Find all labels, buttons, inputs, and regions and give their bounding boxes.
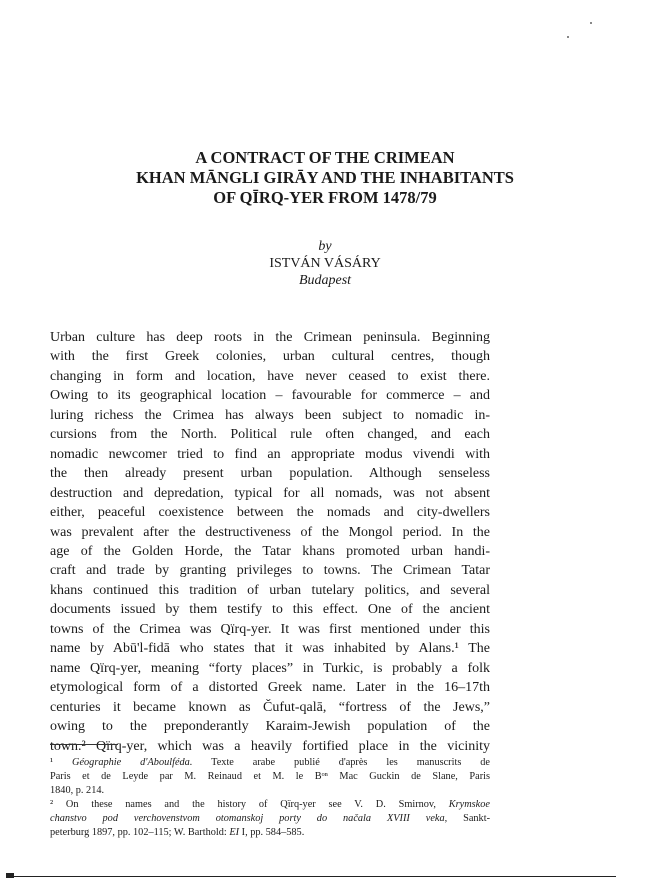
footnote-2-text: I, pp. 584–585. — [241, 827, 305, 838]
footnote-1-line: Paris et de Leyde par M. Reinaud et M. le Bᵒⁿ Mac Guckin de Slane, Paris — [50, 771, 490, 782]
body-line: khans continued this tradition of urban tutelary politics, and several — [50, 582, 490, 598]
title-line-2: KHAN MĀNGLI GIRĀY AND THE INHABITANTS — [136, 168, 514, 187]
scan-speck — [567, 36, 569, 38]
body-line: Owing to its geographical location – favourable for commerce – and — [50, 388, 490, 404]
body-line: age of the Golden Horde, the Tatar khans promoted urban handi- — [50, 543, 490, 559]
footnote-1-title: Géographie d'Aboulféda. — [72, 757, 193, 768]
footnote-1-text: Texte arabe publié d'après les manuscrits de — [211, 757, 490, 768]
body-line: changing in form and location, have never ceased to exist there. — [50, 368, 490, 384]
footnote-2-italic: chanstvo pod verchovenstvom otomanskoj porty do načala XVIII veka, — [50, 813, 448, 824]
body-line: towns of the Crimea was Qïrq-yer. It was first mentioned under this — [50, 621, 490, 637]
body-line: destruction and depredation, typical for all nomads, was not absent — [50, 485, 490, 501]
body-line: name by Abū'l-fidā who states that it was inhabited by Alans.¹ The — [50, 641, 490, 657]
body-line: owing to the preponderantly Karaim-Jewish population of the — [50, 719, 490, 735]
body-line: cursions from the North. Political rule often changed, and each — [50, 427, 490, 443]
body-line: documents issued by them testify to this effect. One of the ancient — [50, 602, 490, 618]
footnote-1-line: 1840, p. 214. — [50, 785, 105, 796]
body-line: craft and trade by granting privileges to towns. The Crimean Tatar — [50, 563, 490, 579]
footnote-2-italic: EI — [229, 827, 240, 838]
footnote-2-italic: Krymskoe — [448, 799, 490, 810]
footnote-2-line — [50, 798, 490, 812]
footnote-1-marker: ¹ — [50, 757, 54, 768]
title-line-1: A CONTRACT OF THE CRIMEAN — [195, 148, 455, 167]
body-line: name Qïrq-yer, meaning “forty places” in Turkic, is probably a folk — [50, 660, 490, 676]
body-line: town.² Qïrq-yer, which was a heavily fortified place in the vicinity — [50, 738, 490, 754]
footnote-2-text: On these names and the history of Qïrq-yer see V. D. Smirnov, — [65, 799, 436, 810]
body-line: either, peaceful coexistence between the nomads and city-dwellers — [50, 505, 490, 521]
footnote-separator — [50, 744, 118, 745]
author-name: ISTVÁN VÁSÁRY — [269, 256, 381, 271]
body-line: nomadic newcomer tried to find an appropriate modus vivendi with — [50, 446, 490, 462]
body-line: was prevalent after the destructiveness of the Mongol period. In the — [50, 524, 490, 540]
footnote-2-line — [50, 812, 490, 826]
footnote-2-text: peterburg 1897, pp. 102–115; W. Barthold: — [50, 827, 227, 838]
page-bottom-rule — [6, 876, 616, 877]
author-affiliation: Budapest — [298, 273, 352, 288]
title-line-3: OF QĪRQ-YER FROM 1478/79 — [213, 188, 437, 207]
footnote-1-line — [50, 756, 490, 770]
body-line: centuries it became known as Čufut-qalā, “fortress of the Jews,” — [50, 699, 490, 715]
footnote-2-marker: ² — [50, 799, 54, 810]
byline — [40, 238, 610, 289]
body-line: with the first Greek colonies, urban cultural centres, though — [50, 349, 490, 365]
article-title — [40, 148, 610, 208]
body-line: luring richess the Crimea has always been subject to nomadic in- — [50, 407, 490, 423]
footnote-2-text: Sankt- — [463, 813, 490, 824]
footnote-2-line — [50, 826, 490, 840]
body-line: the then already present urban population. Although senseless — [50, 466, 490, 482]
body-line: etymological form of a distorted Greek name. Later in the 16–17th — [50, 680, 490, 696]
body-line: Urban culture has deep roots in the Crimean peninsula. Beginning — [50, 330, 490, 345]
byline-by: by — [318, 239, 332, 254]
body-paragraph — [50, 328, 490, 756]
footnotes — [50, 756, 490, 840]
scan-speck — [590, 22, 592, 24]
